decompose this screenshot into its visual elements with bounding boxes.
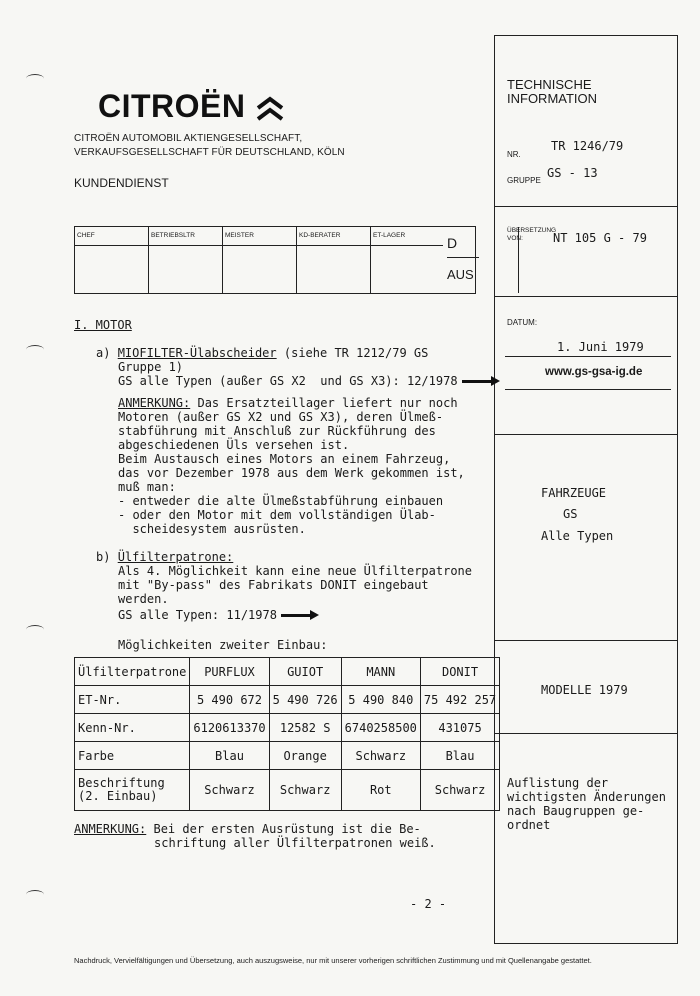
- fahrzeuge-model: GS: [563, 507, 578, 521]
- nr-value: TR 1246/79: [551, 139, 624, 153]
- table-cell: 6120613370: [190, 714, 269, 742]
- anmerkung-1: ANMERKUNG: Das Ersatzteillager liefert nur noch Motoren (außer GS X2 und GS X3), deren Ülmeß- stabführung mit Anschluß zur Rückführung des abgeschiedenen Üls versehen ist. Beim Austausch eines Motors an einem Fahrzeug, das vor Dezember 1978 aus dem Werk gekommen ist, muß man: - entweder die alte Ülmeßstabführung einbauen - oder den Motor mit dem vollständigen Ülab- scheidesystem ausrüsten.: [118, 396, 465, 536]
- sidebar-title: TECHNISCHE INFORMATION: [507, 77, 598, 106]
- table-cell: MANN: [341, 658, 420, 686]
- routing-label: CHEF: [77, 232, 95, 239]
- page-number: - 2 -: [410, 897, 447, 911]
- table-cell: 5 490 726: [269, 686, 341, 714]
- table-cell: Schwarz: [420, 770, 499, 811]
- table-cell: Rot: [341, 770, 420, 811]
- table-cell: 431075: [420, 714, 499, 742]
- table-cell: Orange: [269, 742, 341, 770]
- arrow-right-icon: [281, 614, 311, 617]
- modelle-label: MODELLE 1979: [541, 683, 628, 697]
- department-label: KUNDENDIENST: [74, 176, 169, 190]
- table-cell: DONIT: [420, 658, 499, 686]
- table-row: [75, 742, 500, 770]
- table-header-row: [75, 658, 500, 686]
- table-cell: GUIOT: [269, 658, 341, 686]
- nr-label: NR.: [507, 150, 521, 159]
- double-chevron-icon: [256, 96, 284, 122]
- table-row: [75, 686, 500, 714]
- gruppe-value: GS - 13: [547, 166, 598, 180]
- table-cell: 5 490 672: [190, 686, 269, 714]
- info-sidebar: [494, 35, 678, 944]
- brand-logo: CITROËN: [98, 88, 246, 124]
- item-b-text: Als 4. Möglichkeit kann eine neue Ülfilterpatrone mit "By-pass" des Fabrikats DONIT eingebaut werden.: [118, 564, 473, 606]
- table-cell: Schwarz: [341, 742, 420, 770]
- fahrzeuge-label: FAHRZEUGE: [541, 486, 607, 500]
- punch-mark: [26, 345, 44, 354]
- item-b-date: GS alle Typen: 11/1978: [118, 608, 311, 622]
- table-cell: 75 492 257: [420, 686, 499, 714]
- table-cell: Ülfilterpatrone: [75, 658, 190, 686]
- item-a-line-1: a) MIOFILTER-Ülabscheider (siehe TR 1212/79 GS: [96, 346, 429, 360]
- routing-label: MEISTER: [225, 232, 254, 239]
- punch-mark: [26, 74, 44, 83]
- routing-cell-kd-berater: [297, 227, 371, 293]
- summary-text: Auflistung der wichtigsten Änderungen nach Baugruppen ge- ordnet: [507, 776, 666, 832]
- language-aus: AUS: [447, 267, 474, 282]
- routing-cell-betriebsleiter: [149, 227, 223, 293]
- routing-cell-meister: [223, 227, 297, 293]
- punch-mark: [26, 890, 44, 899]
- arrow-right-icon: [462, 380, 492, 383]
- section-heading: I. MOTOR: [74, 318, 132, 332]
- second-fit-label: Möglichkeiten zweiter Einbau:: [118, 638, 328, 652]
- company-line-1: CITROËN AUTOMOBIL AKTIENGESELLSCHAFT,: [74, 133, 303, 144]
- anmerkung-2: ANMERKUNG: Bei der ersten Ausrüstung ist die Be- schriftung aller Ülfilterpatronen weiß.: [74, 822, 436, 850]
- table-cell: Schwarz: [269, 770, 341, 811]
- copyright-footer: Nachdruck, Vervielfältigungen und Übersetzung, auch auszugsweise, nur mit unserer vorherigen schriftlichen Zustimmung und mit Quellenangabe gestattet.: [74, 956, 592, 965]
- item-b-line-1: b) Ülfilterpatrone:: [96, 550, 234, 564]
- table-row: [75, 770, 500, 811]
- table-row: [75, 714, 500, 742]
- table-cell: Beschriftung (2. Einbau): [75, 770, 190, 811]
- item-a-line-2: Gruppe 1): [118, 360, 184, 374]
- table-cell: Blau: [420, 742, 499, 770]
- punch-mark: [26, 625, 44, 634]
- table-cell: 5 490 840: [341, 686, 420, 714]
- oil-filter-table: [74, 657, 500, 811]
- table-cell: Kenn-Nr.: [75, 714, 190, 742]
- table-cell: PURFLUX: [190, 658, 269, 686]
- table-cell: Farbe: [75, 742, 190, 770]
- table-cell: 12582 S: [269, 714, 341, 742]
- table-cell: 6740258500: [341, 714, 420, 742]
- datum-label: DATUM:: [507, 318, 538, 327]
- routing-cell-chef: [75, 227, 149, 293]
- language-code: D: [447, 235, 458, 251]
- uebersetzung-value: NT 105 G - 79: [553, 231, 647, 245]
- website-link[interactable]: www.gs-gsa-ig.de: [545, 366, 643, 378]
- routing-label: ET-LAGER: [373, 232, 406, 239]
- table-cell: ET-Nr.: [75, 686, 190, 714]
- routing-table: [74, 226, 476, 294]
- routing-label: KD-BERATER: [299, 232, 341, 239]
- item-a-line-3: GS alle Typen (außer GS X2 und GS X3): 12/1978: [118, 374, 492, 388]
- routing-label: BETRIEBSLTR: [151, 232, 195, 239]
- table-cell: Blau: [190, 742, 269, 770]
- table-cell: Schwarz: [190, 770, 269, 811]
- gruppe-label: GRUPPE: [507, 176, 541, 185]
- datum-value: 1. Juni 1979: [557, 340, 644, 354]
- uebersetzung-label: ÜBERSETZUNG VON:: [507, 227, 557, 242]
- company-line-2: VERKAUFSGESELLSCHAFT FÜR DEUTSCHLAND, KÖLN: [74, 147, 345, 158]
- fahrzeuge-types: Alle Typen: [541, 529, 614, 543]
